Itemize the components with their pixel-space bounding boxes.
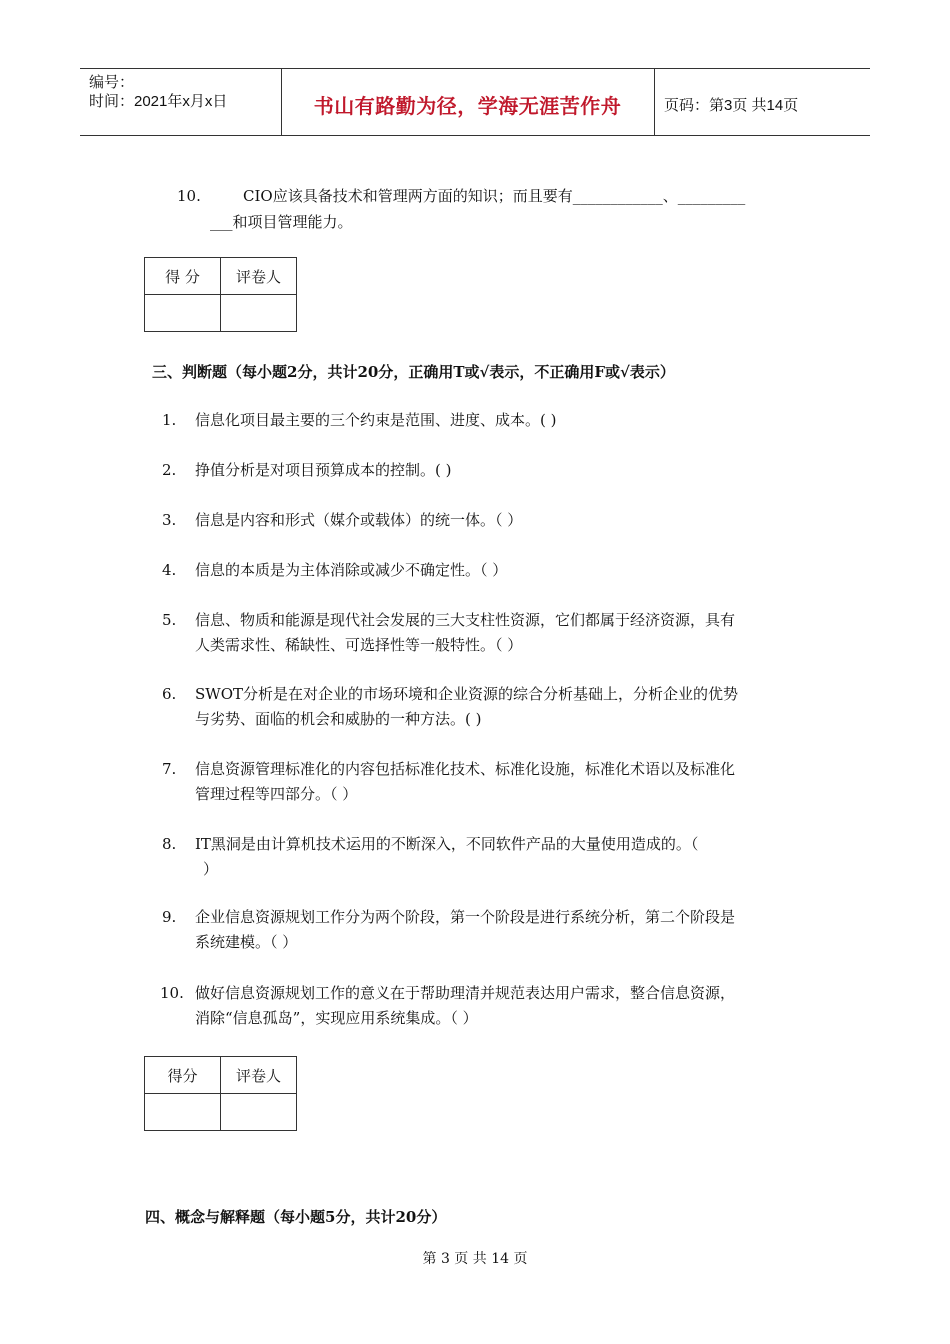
- header-top-rule: [80, 68, 870, 69]
- judgment-item-number: 5.: [162, 611, 177, 629]
- judgment-item-line1: 企业信息资源规划工作分为两个阶段，第一个阶段是进行系统分析，第二个阶段是: [195, 908, 736, 926]
- judgment-item-line2: 人类需求性、稀缺性、可选择性等一般特性。（ ）: [195, 636, 523, 654]
- judgment-item-line2: 与劣势、面临的机会和威胁的一种方法。( ): [195, 710, 482, 728]
- judgment-item-number: 4.: [162, 561, 177, 579]
- judgment-item-line1: IT黑洞是由计算机技术运用的不断深入，不同软件产品的大量使用造成的。（: [195, 835, 699, 853]
- page-footer: 第 3 页 共 14 页: [422, 1251, 528, 1267]
- q10-fill-line2: ___和项目管理能力。: [210, 213, 353, 231]
- judgment-item-line2: 消除“信息孤岛”，实现应用系统集成。（ ）: [195, 1009, 478, 1027]
- score-table-2-header-score: 得分: [145, 1057, 221, 1094]
- header-motto: 书山有路勤为径，学海无涯苦作舟: [313, 94, 622, 118]
- score-table-2-grader-cell[interactable]: [221, 1094, 297, 1131]
- score-table-2-header-grader: 评卷人: [221, 1057, 297, 1094]
- judgment-item-number: 6.: [162, 685, 177, 703]
- header-divider-right: [654, 68, 655, 135]
- q10-fill-number: 10.: [177, 187, 201, 205]
- judgment-item-number: 3.: [162, 511, 177, 529]
- score-table-1-header-score: 得 分: [145, 258, 221, 295]
- judgment-item-line2: 系统建模。（ ）: [195, 933, 298, 951]
- judgment-item-line1: 挣值分析是对项目预算成本的控制。( ): [195, 461, 452, 479]
- judgment-item-line2: ）: [203, 860, 219, 878]
- score-table-1-header-grader: 评卷人: [221, 258, 297, 295]
- judgment-item-line1: 信息是内容和形式（媒介或载体）的统一体。（ ）: [195, 511, 523, 529]
- judgment-item-number: 7.: [162, 760, 177, 778]
- header-time-label: 时间：2021年x月x日: [89, 93, 228, 110]
- score-table-2-score-cell[interactable]: [145, 1094, 221, 1131]
- judgment-item-line1: 信息资源管理标准化的内容包括标准化技术、标准化设施，标准化术语以及标准化: [195, 760, 736, 778]
- judgment-item-line1: 信息的本质是为主体消除或减少不确定性。（ ）: [195, 561, 508, 579]
- judgment-item-line2: 管理过程等四部分。（ ）: [195, 785, 358, 803]
- score-table-1-score-cell[interactable]: [145, 295, 221, 332]
- score-table-1-grader-cell[interactable]: [221, 295, 297, 332]
- judgment-item-number: 9.: [162, 908, 177, 926]
- judgment-item-number: 1.: [162, 411, 177, 429]
- section4-title: 四、概念与解释题（每小题5分，共计20分）: [145, 1208, 447, 1226]
- q10-fill-line1: CIO应该具备技术和管理两方面的知识；而且要有____________、_________: [243, 187, 746, 205]
- judgment-item-line1: 信息、物质和能源是现代社会发展的三大支柱性资源，它们都属于经济资源，具有: [195, 611, 736, 629]
- judgment-item-line1: SWOT分析是在对企业的市场环境和企业资源的综合分析基础上，分析企业的优势: [195, 685, 738, 703]
- header-page-label: 页码：第3页 共14页: [664, 97, 799, 114]
- judgment-item-number: 8.: [162, 835, 177, 853]
- section3-title: 三、判断题（每小题2分，共计20分，正确用T或√表示，不正确用F或√表示）: [152, 363, 675, 381]
- score-table-1: [144, 257, 297, 332]
- header-serial-label: 编号：: [89, 74, 135, 91]
- judgment-item-number: 2.: [162, 461, 177, 479]
- judgment-item-number: 10.: [160, 984, 184, 1002]
- judgment-item-line1: 做好信息资源规划工作的意义在于帮助理清并规范表达用户需求，整合信息资源，: [195, 984, 736, 1002]
- judgment-item-line1: 信息化项目最主要的三个约束是范围、进度、成本。( ): [195, 411, 557, 429]
- score-table-2: [144, 1056, 297, 1131]
- header-bottom-rule: [80, 135, 870, 136]
